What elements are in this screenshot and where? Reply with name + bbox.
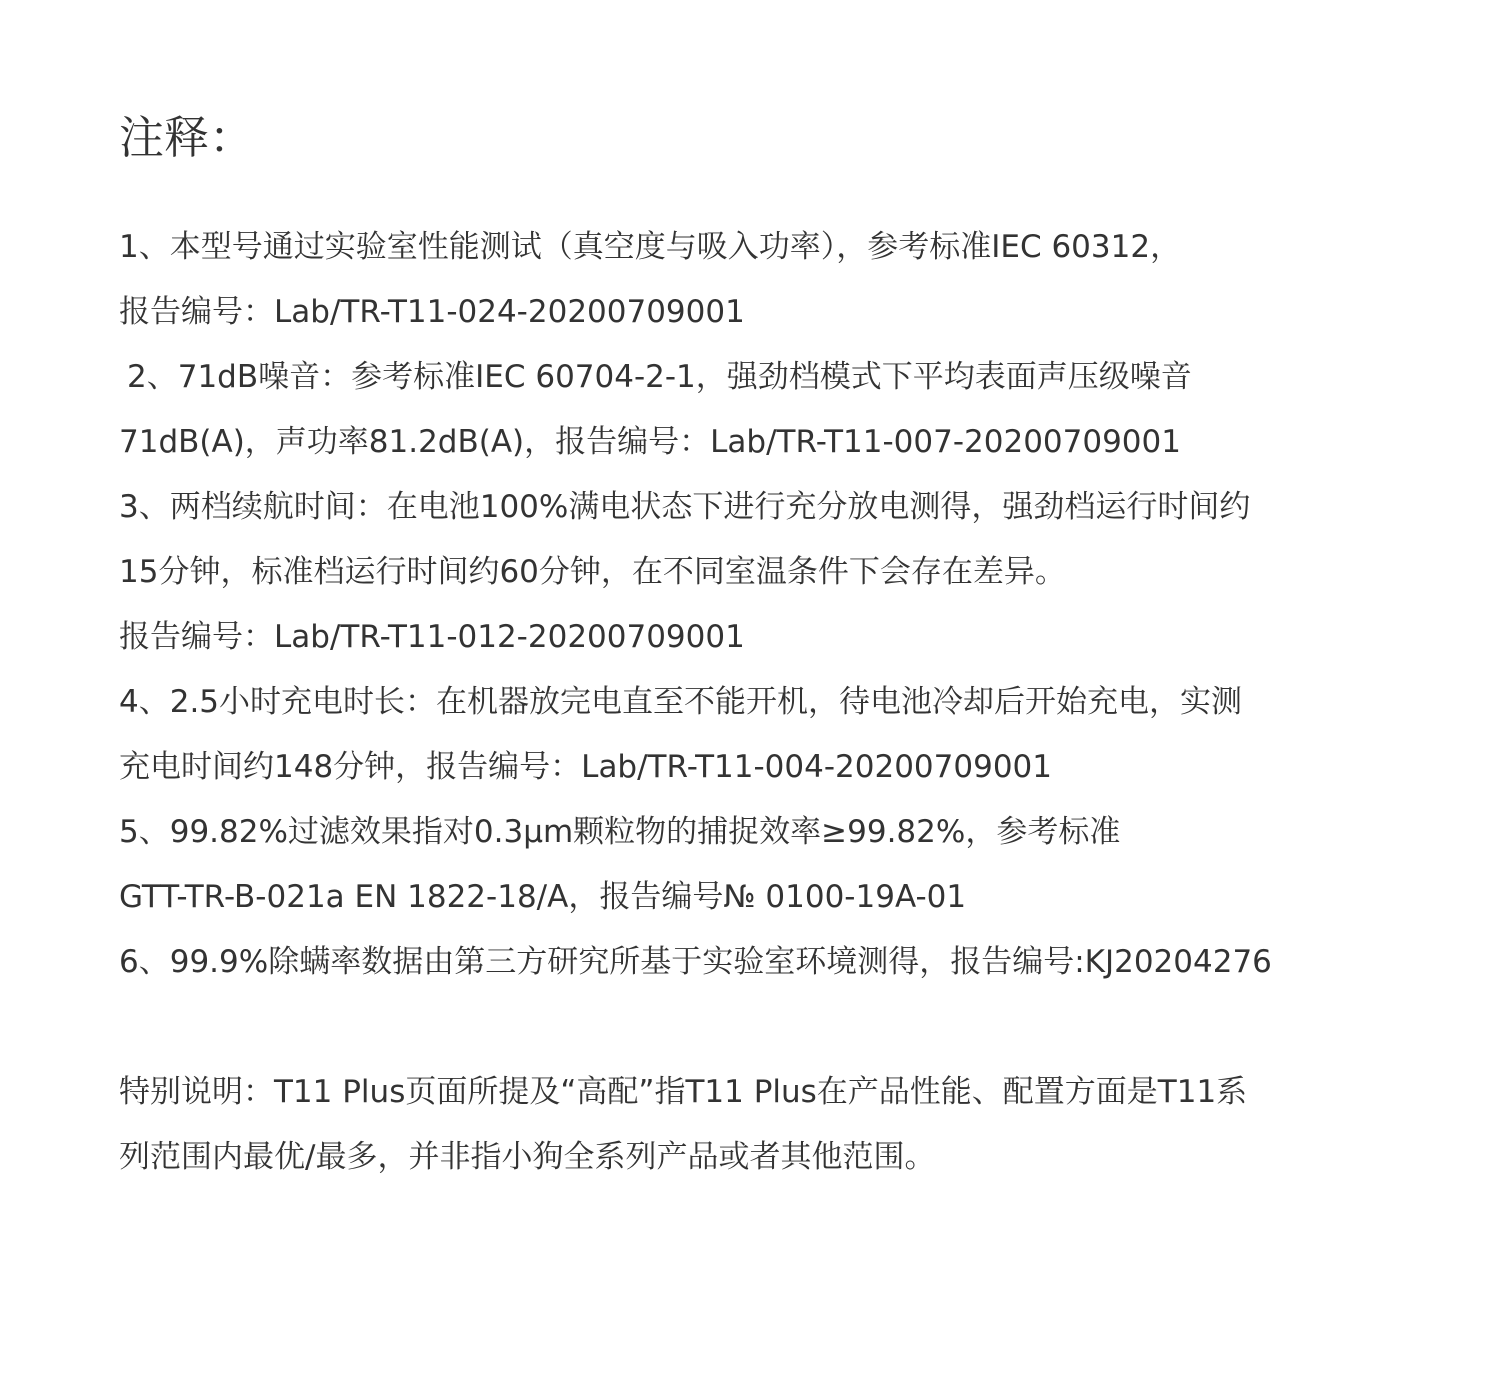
note-line-5a: 5、99.82%过滤效果指对0.3μm颗粒物的捕捉效率≥99.82%，参考标准 — [119, 814, 1121, 850]
special-note-line-1: 特别说明：T11 Plus页面所提及“高配”指T11 Plus在产品性能、配置方面是T11系 — [119, 1074, 1248, 1110]
notes-list — [119, 215, 1439, 1190]
note-line-4a: 4、2.5小时充电时长：在机器放完电直至不能开机，待电池冷却后开始充电，实测 — [119, 684, 1243, 720]
note-line-4b: 充电时间约148分钟，报告编号：Lab/TR-T11-004-20200709001 — [119, 749, 1052, 785]
section-spacer — [119, 995, 1439, 1060]
note-line-6: 6、99.9%除螨率数据由第三方研究所基于实验室环境测得，报告编号:KJ20204276 — [119, 944, 1272, 980]
note-line-2a: 2、71dB噪音：参考标准IEC 60704-2-1，强劲档模式下平均表面声压级噪音 — [127, 359, 1192, 395]
special-note-line-2: 列范围内最优/最多，并非指小狗全系列产品或者其他范围。 — [119, 1139, 936, 1175]
note-line-2b: 71dB(A)，声功率81.2dB(A)，报告编号：Lab/TR-T11-007-20200709001 — [119, 424, 1181, 460]
note-line-3b: 15分钟，标准档运行时间约60分钟，在不同室温条件下会存在差异。 — [119, 554, 1066, 590]
note-line-1a: 1、本型号通过实验室性能测试（真空度与吸入功率），参考标准IEC 60312， — [119, 229, 1182, 265]
note-line-5b: GTT-TR-B-021a EN 1822-18/A，报告编号№ 0100-19A-01 — [119, 879, 967, 915]
page-title: 注释： — [119, 111, 255, 164]
note-line-3c: 报告编号：Lab/TR-T11-012-20200709001 — [119, 619, 745, 655]
note-line-3a: 3、两档续航时间：在电池100%满电状态下进行充分放电测得，强劲档运行时间约 — [119, 489, 1251, 525]
note-line-1b: 报告编号：Lab/TR-T11-024-20200709001 — [119, 294, 745, 330]
